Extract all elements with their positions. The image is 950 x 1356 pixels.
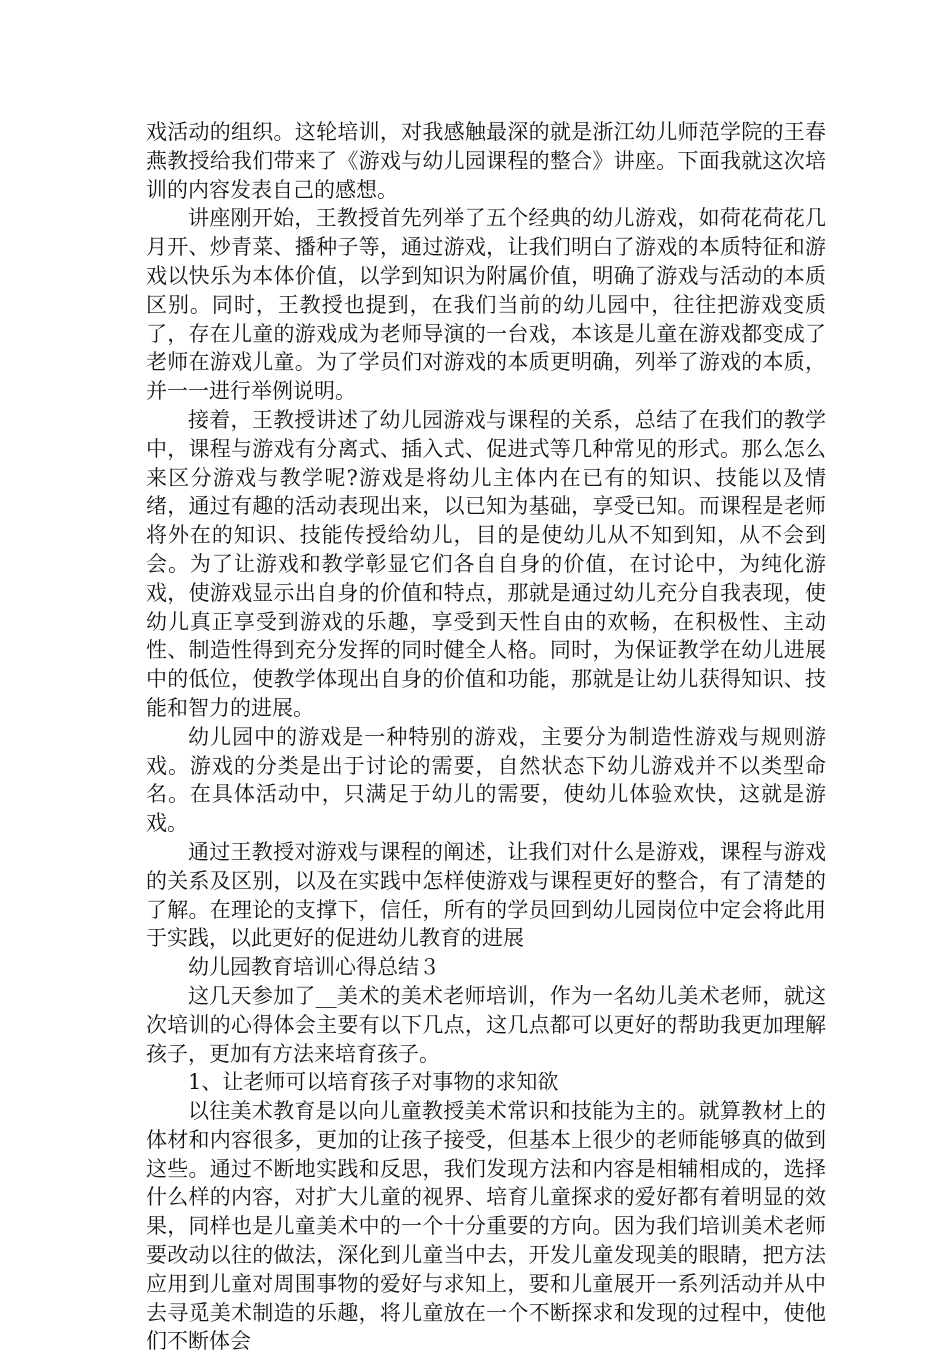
document-body <box>146 118 826 1356</box>
paragraph-2: 讲座刚开始，王教授首先列举了五个经典的幼儿游戏，如荷花荷花几月开、炒青菜、播种子等，通过游戏，让我们明白了游戏的本质特征和游戏以快乐为本体价值，以学到知识为附属价值，明确了游戏与活动的本质区别。同时，王教授也提到，在我们当前的幼儿园中，往往把游戏变质了，存在儿童的游戏成为老师导演的一台戏，本该是儿童在游戏都变成了老师在游戏儿童。为了学员们对游戏的本质更明确，列举了游戏的本质，并一一进行举例说明。 <box>146 206 826 404</box>
list-point-1: 1、让老师可以培育孩子对事物的求知欲 <box>188 1070 559 1095</box>
paragraph-4: 幼儿园中的游戏是一种特别的游戏，主要分为制造性游戏与规则游戏。游戏的分类是出于讨论的需要，自然状态下幼儿游戏并不以类型命名。在具体活动中，只满足于幼儿的需要，使幼儿体验欢快，这就是游戏。 <box>146 724 826 836</box>
paragraph-1: 戏活动的组织。这轮培训，对我感触最深的就是浙江幼儿师范学院的王春燕教授给我们带来了《游戏与幼儿园课程的整合》讲座。下面我就这次培训的内容发表自己的感想。 <box>146 120 826 202</box>
paragraph-5: 通过王教授对游戏与课程的阐述，让我们对什么是游戏，课程与游戏的关系及区别，以及在实践中怎样使游戏与课程更好的整合，有了清楚的了解。在理论的支撑下，信任，所有的学员回到幼儿园岗位中定会将此用于实践，以此更好的促进幼儿教育的进展 <box>146 839 826 951</box>
paragraph-3: 接着，王教授讲述了幼儿园游戏与课程的关系，总结了在我们的教学中，课程与游戏有分离式、插入式、促进式等几种常见的形式。那么怎么来区分游戏与教学呢?游戏是将幼儿主体内在已有的知识、技能以及情绪，通过有趣的活动表现出来，以已知为基础，享受已知。而课程是老师将外在的知识、技能传授给幼儿，目的是使幼儿从不知到知，从不会到会。为了让游戏和教学彰显它们各自自身的价值，在讨论中，为纯化游戏，使游戏显示出自身的价值和特点，那就是通过幼儿充分自我表现，使幼儿真正享受到游戏的乐趣，享受到天性自由的欢畅，在积极性、主动性、制造性得到充分发挥的同时健全人格。同时，为保证教学在幼儿进展中的低位，使教学体现出自身的价值和功能，那就是让幼儿获得知识、技能和智力的进展。 <box>146 407 826 720</box>
section-heading: 幼儿园教育培训心得总结３ <box>188 955 440 980</box>
paragraph-7: 以往美术教育是以向儿童教授美术常识和技能为主的。就算教材上的体材和内容很多，更加的让孩子接受，但基本上很少的老师能够真的做到这些。通过不断地实践和反思，我们发现方法和内容是相辅相成的，选择什么样的内容，对扩大儿童的视界、培育儿童探求的爱好都有着明显的效果，同样也是儿童美术中的一个十分重要的方向。因为我们培训美术老师要改动以往的做法，深化到儿童当中去，开发儿童发现美的眼睛，把方法应用到儿童对周围事物的爱好与求知上，要和儿童展开一系列活动并从中去寻觅美术制造的乐趣，将儿童放在一个不断探求和发现的过程中，使他们不断体会 <box>146 1099 826 1354</box>
paragraph-6: 这几天参加了__美术的美术老师培训，作为一名幼儿美术老师，就这次培训的心得体会主要有以下几点，这几点都可以更好的帮助我更加理解孩子，更加有方法来培育孩子。 <box>146 983 826 1066</box>
